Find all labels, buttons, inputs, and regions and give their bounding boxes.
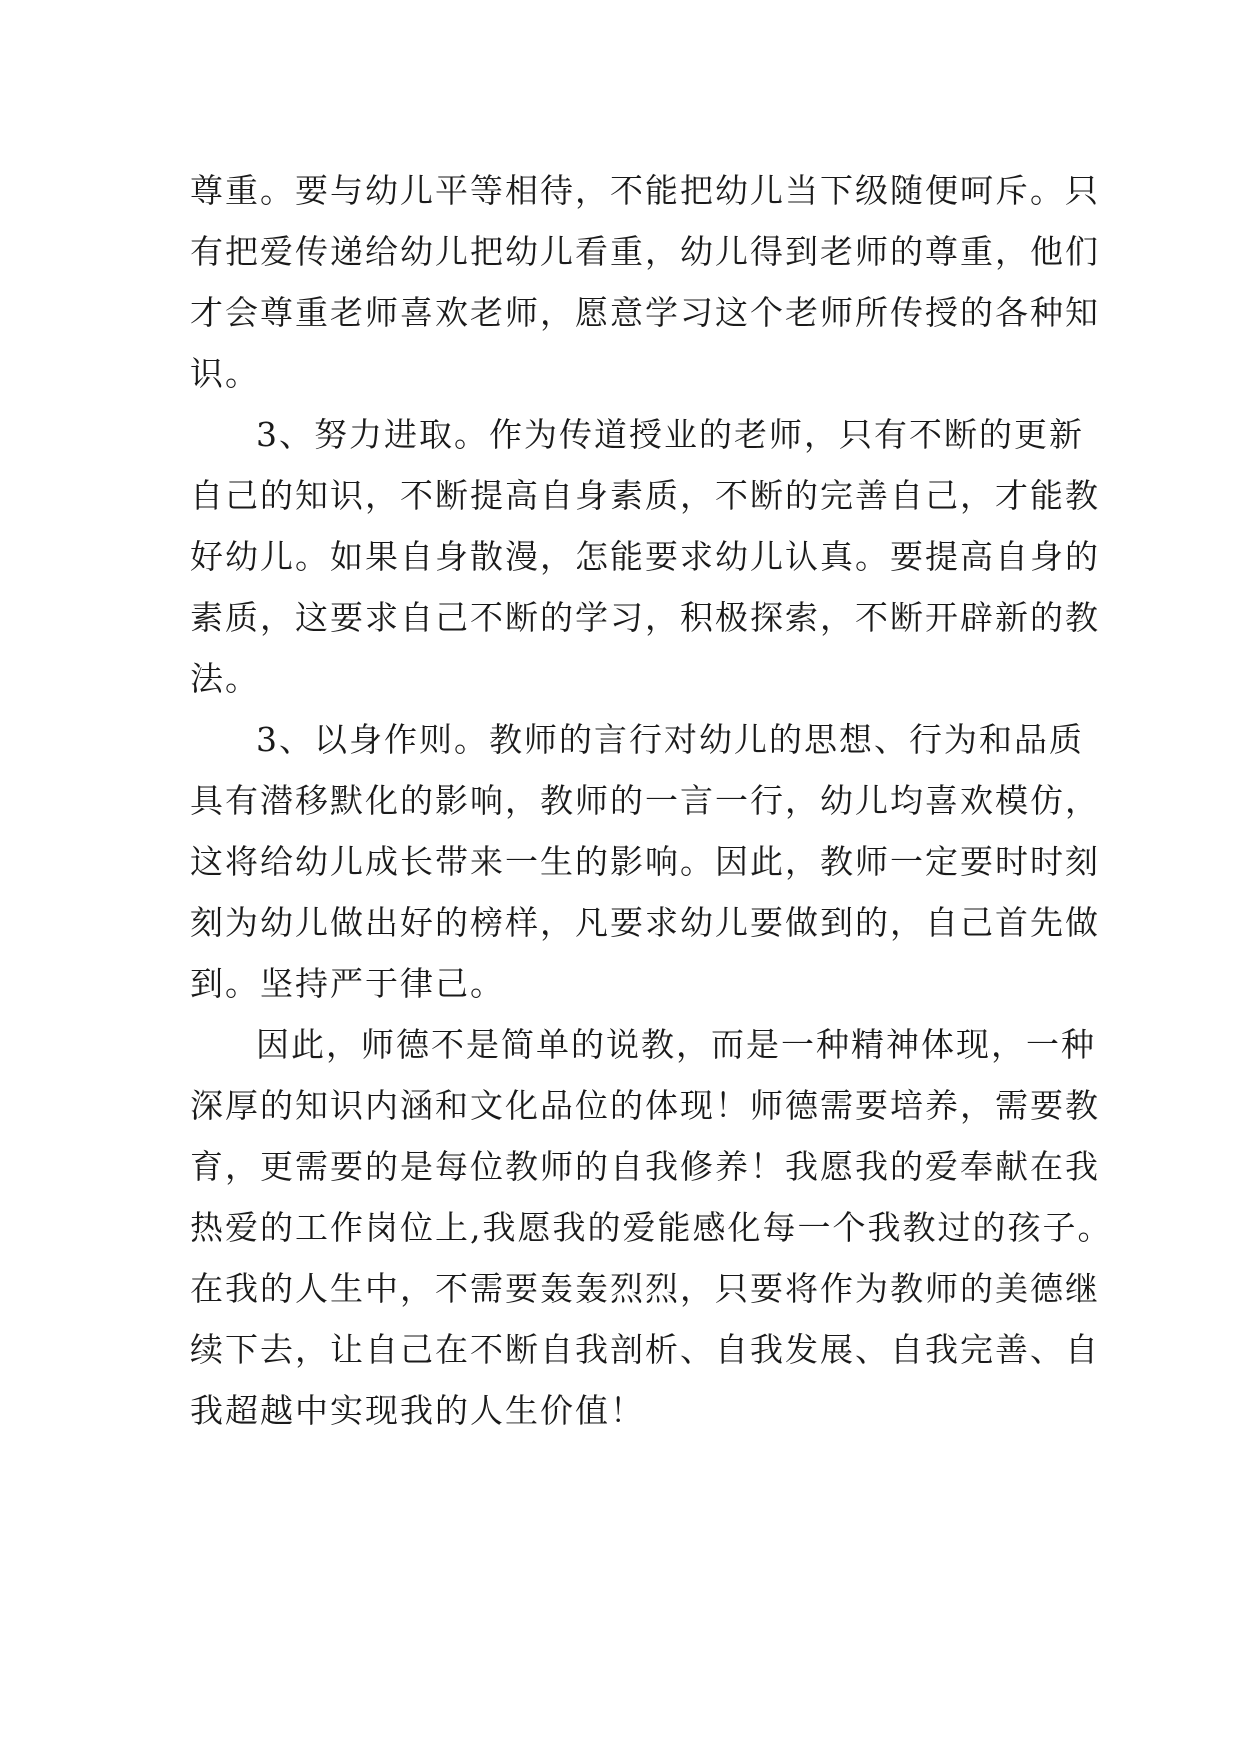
text-line: 续下去，让自己在不断自我剖析、自我发展、自我完善、自: [190, 1330, 1100, 1369]
text-line: 有把爱传递给幼儿把幼儿看重，幼儿得到老师的尊重，他们: [190, 232, 1100, 271]
text-line: 深厚的知识内涵和文化品位的体现！师德需要培养，需要教: [190, 1086, 1100, 1125]
text-line: 好幼儿。如果自身散漫，怎能要求幼儿认真。要提高自身的: [190, 537, 1100, 576]
text-line: 素质，这要求自己不断的学习，积极探索，不断开辟新的教: [190, 598, 1100, 637]
text-line: 3、努力进取。作为传道授业的老师，只有不断的更新: [256, 415, 1084, 454]
text-line: 热爱的工作岗位上,我愿我的爱能感化每一个我教过的孩子。: [190, 1208, 1113, 1247]
text-line: 法。: [190, 659, 260, 698]
text-line: 刻为幼儿做出好的榜样，凡要求幼儿要做到的，自己首先做: [190, 903, 1100, 942]
text-line: 到。坚持严于律己。: [190, 964, 505, 1003]
text-line: 3、以身作则。教师的言行对幼儿的思想、行为和品质: [256, 720, 1084, 759]
text-line: 育，更需要的是每位教师的自我修养！我愿我的爱奉献在我: [190, 1147, 1100, 1186]
paragraph-lead-by-example: [190, 709, 1100, 1014]
text-line: 才会尊重老师喜欢老师，愿意学习这个老师所传授的各种知: [190, 293, 1100, 332]
text-line: 自己的知识，不断提高自身素质，不断的完善自己，才能教: [190, 476, 1100, 515]
paragraph-conclusion: [190, 1014, 1113, 1441]
text-line: 因此，师德不是简单的说教，而是一种精神体现，一种: [256, 1025, 1096, 1064]
paragraph-strive-forward: [190, 404, 1100, 709]
paragraph-respect: [190, 160, 1100, 404]
text-line: 我超越中实现我的人生价值！: [190, 1391, 645, 1430]
text-line: 识。: [190, 354, 260, 393]
text-line: 尊重。要与幼儿平等相待，不能把幼儿当下级随便呵斥。只: [190, 171, 1100, 210]
text-line: 在我的人生中，不需要轰轰烈烈，只要将作为教师的美德继: [190, 1269, 1100, 1308]
text-line: 具有潜移默化的影响，教师的一言一行，幼儿均喜欢模仿，: [190, 781, 1100, 820]
text-line: 这将给幼儿成长带来一生的影响。因此，教师一定要时时刻: [190, 842, 1100, 881]
document-body: [190, 160, 1113, 1441]
